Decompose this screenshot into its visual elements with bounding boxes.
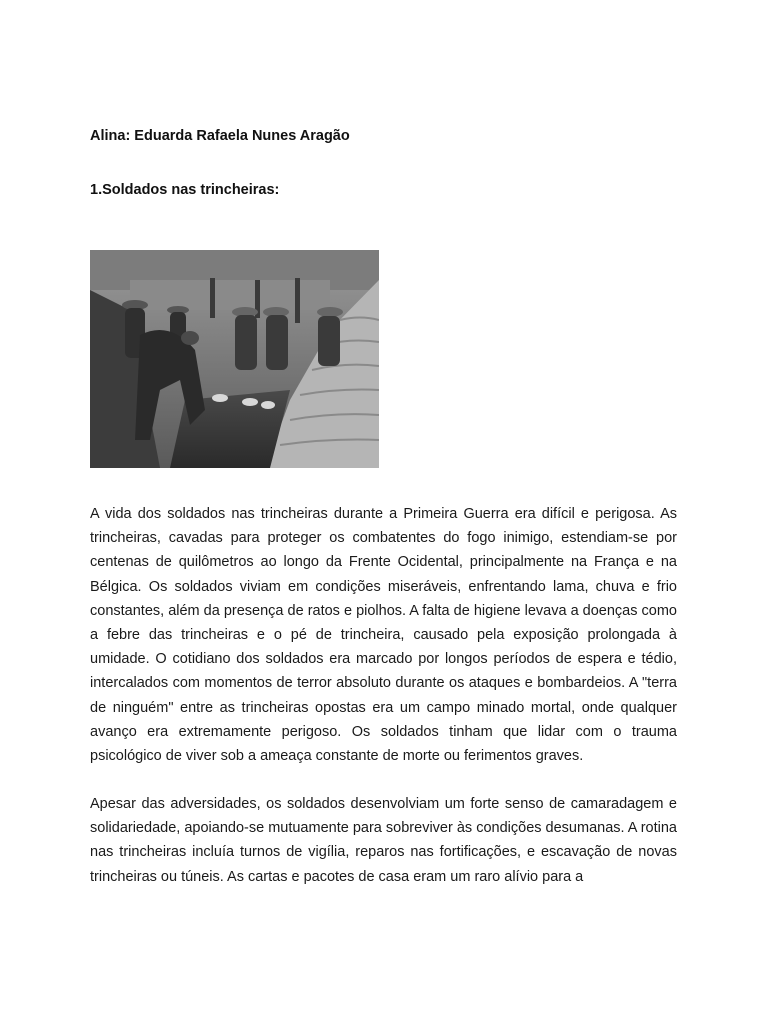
section-title: 1.Soldados nas trincheiras: [90, 182, 280, 198]
body-paragraph: A vida dos soldados nas trincheiras durante a Primeira Guerra era difícil e perigosa. As trincheiras, cavadas para proteger os combatentes do fogo inimigo, estendiam-se por centenas de quilômetros ao longo da Frente Ocidental, principalmente na França e na Bélgica. Os soldados viviam em condições miseráveis, enfrentando lama, chuva e frio constantes, além da presença de ratos e piolhos. A falta de higiene levava a doenças como a febre das trincheiras e o pé de trincheira, causado pela exposição prolongada à umidade. O cotidiano dos soldados era marcado por longos períodos de espera e tédio, intercalados com momentos de terror absoluto durante os ataques e bombardeios. A "terra de ninguém" entre as trincheiras opostas era um campo minado mortal, onde qualquer avanço era extremamente perigoso. Os soldados tinham que lidar com o trauma psicológico de viver sob a ameaça constante de morte ou ferimentos graves. [90, 506, 677, 765]
soldiers-in-trench-photo [90, 250, 379, 468]
body-paragraph: Apesar das adversidades, os soldados desenvolviam um forte senso de camaradagem e solidariedade, apoiando-se mutuamente para sobreviver às condições desumanas. A rotina nas trincheiras incluía turnos de vigília, reparos nas fortificações, e escavação de novas trincheiras ou túneis. As cartas e pacotes de casa eram um raro alívio para a [90, 796, 677, 885]
author-line: Alina: Eduarda Rafaela Nunes Aragão [90, 128, 350, 144]
